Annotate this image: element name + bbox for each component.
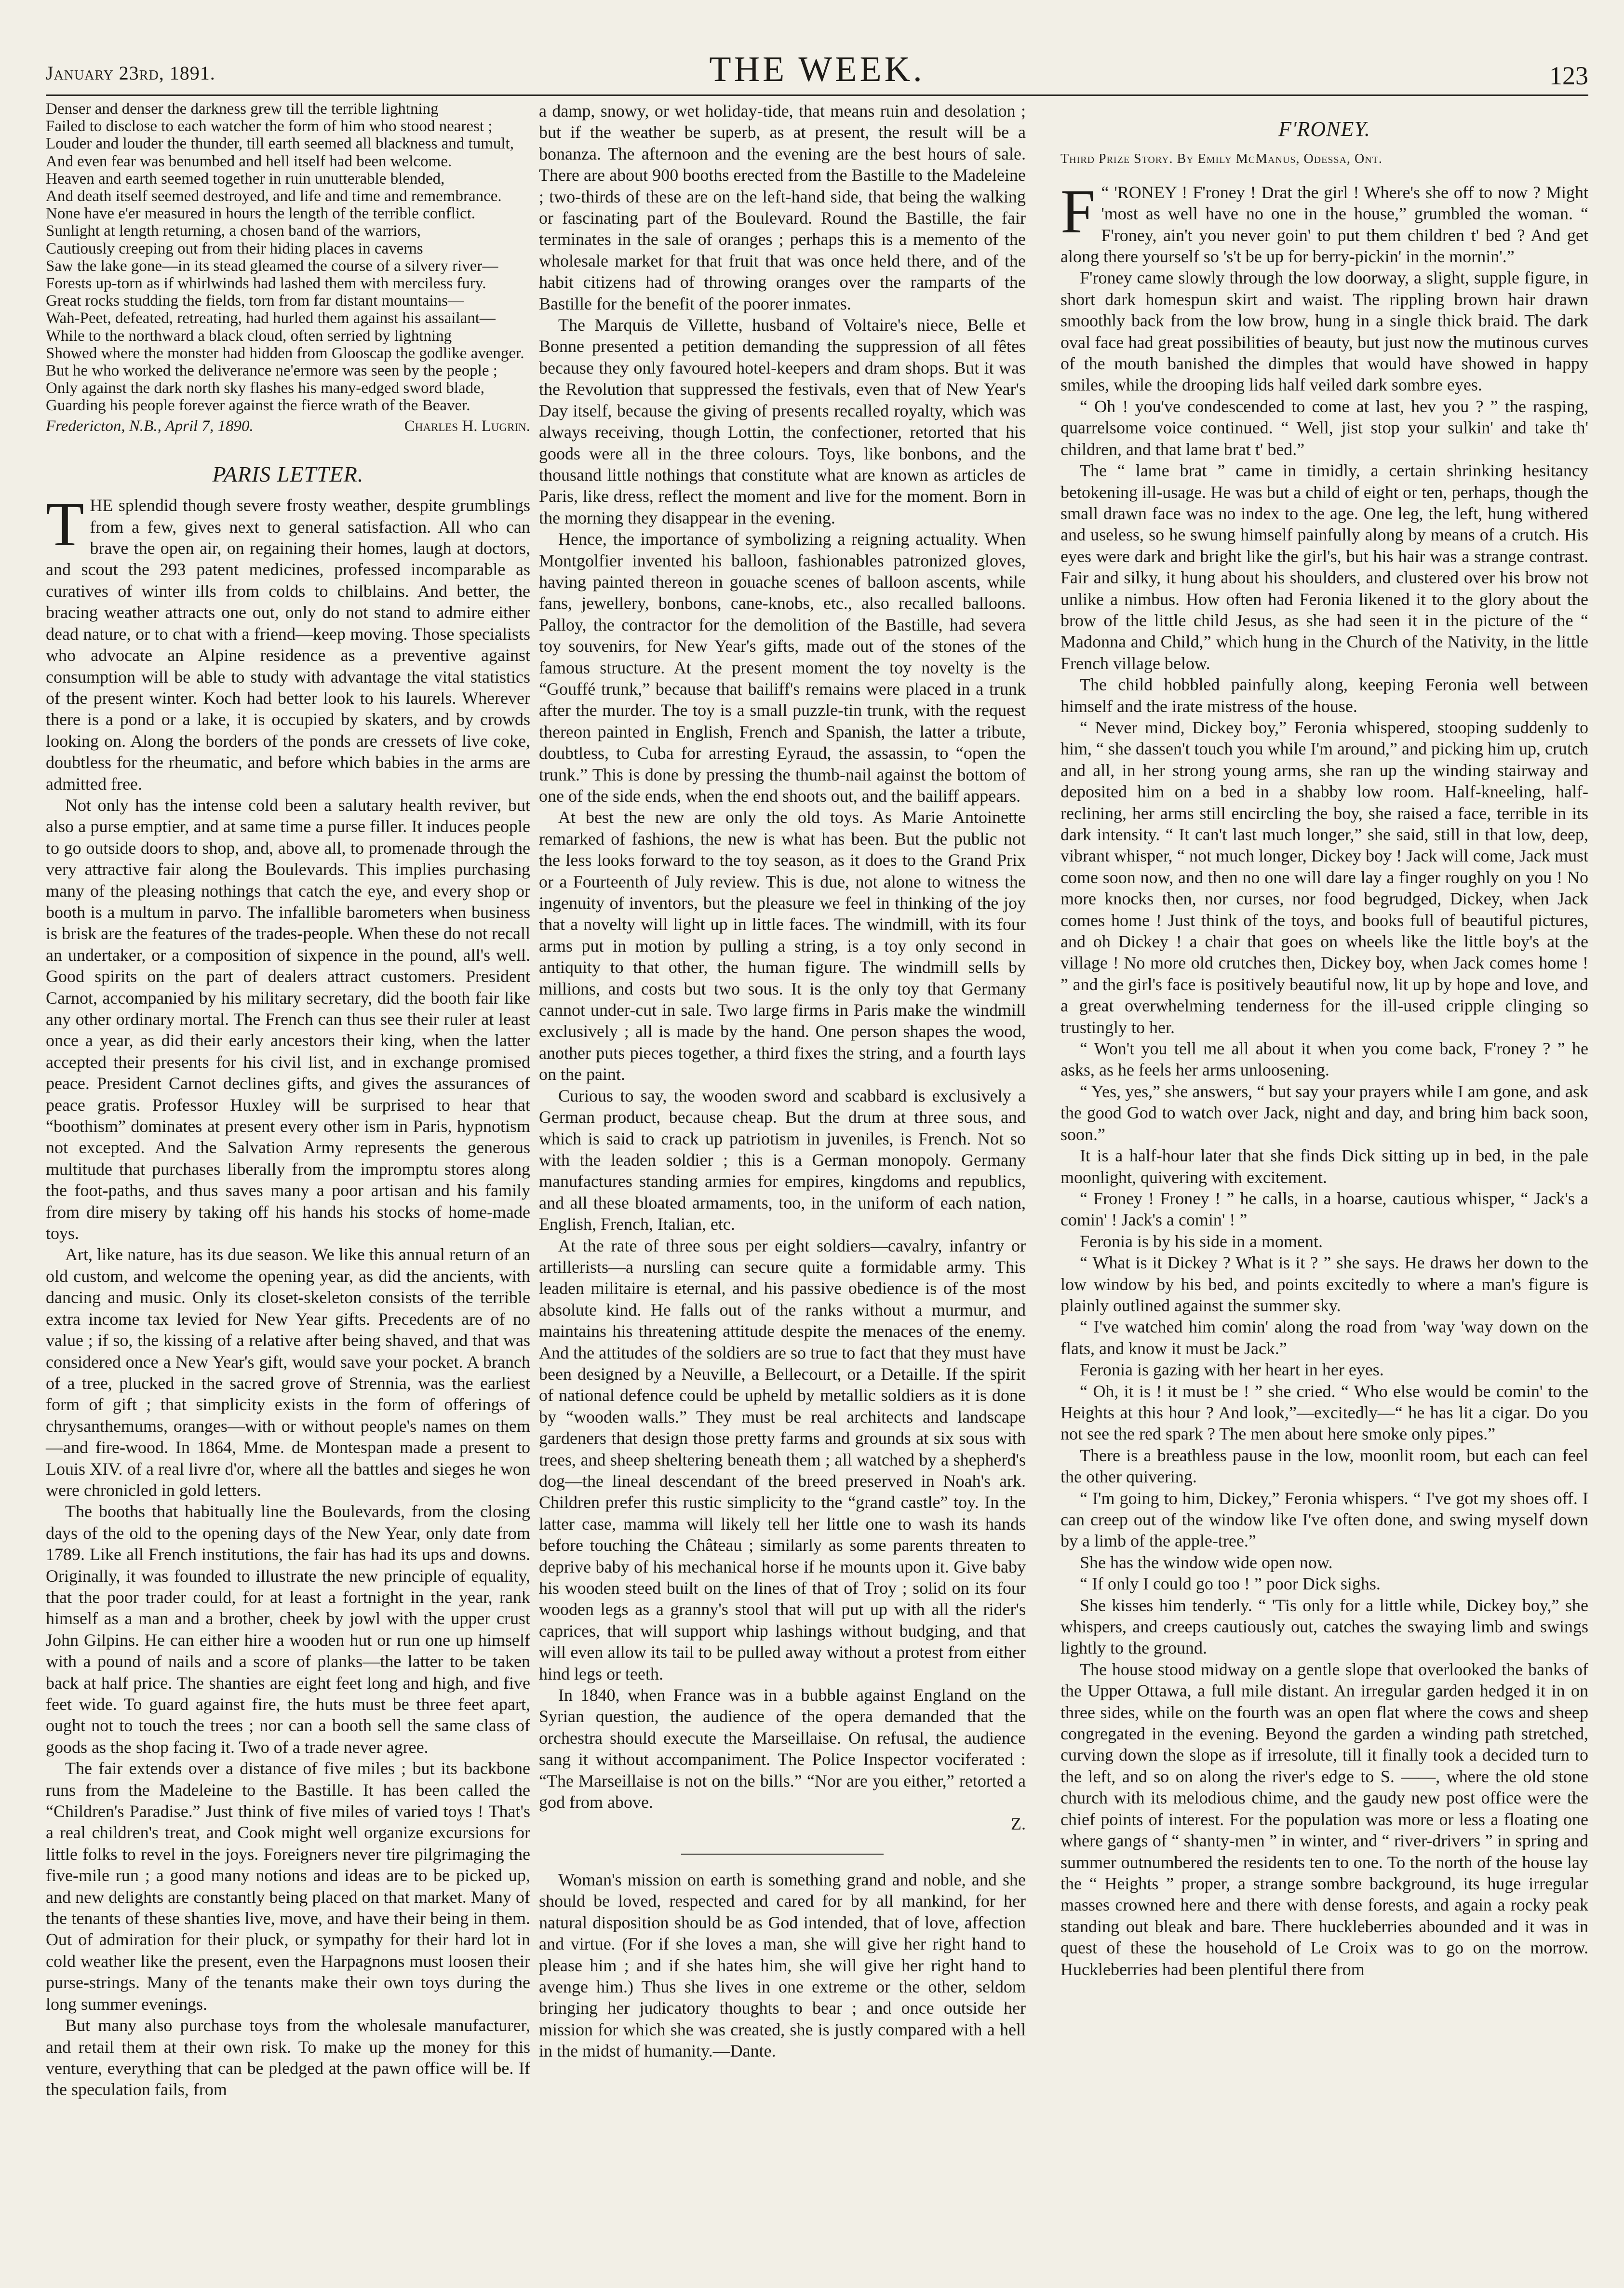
poem-line: Sunlight at length returning, a chosen band of the warriors, (46, 222, 421, 240)
poem-line: Great rocks studding the fields, torn from far distant mountains— (46, 292, 464, 310)
froney-paragraph: There is a breathless pause in the low, moonlit room, but each can feel the other quivering. (1060, 1445, 1588, 1487)
froney-paragraph: “ I've watched him comin' along the road from 'way 'way down on the flats, and know it must be Jack.” (1060, 1317, 1588, 1358)
froney-paragraph: The house stood midway on a gentle slope that overlooked the banks of the Upper Ottawa, a full mile distant. An irregular garden hedged it in on three sides, while on the fourth was an open flat where the cows and sheep congregated in the evening. Beyond the garden a winding path stretched, curving down the slope as if irresolute, till it finally took a decided turn to the left, and so on along the river's edge to S. ——, where the old stone church with its melodious chime, and the gaudy new post office were the chief points of interest. For the population was more or less a floating one where gangs of “ shanty-men ” in winter, and “ river-drivers ” in spring and summer outnumbered the residents ten to one. To the north of the house lay the “ Heights ” proper, a strange sombre background, its huge irregular masses crowned here and there with dense forests, and again a rocky peak standing out bleak and bare. There huckleberries abounded and it was in quest of these the household of Le Croix was to go on the morrow. Huckleberries had been plentiful there from (1060, 1659, 1588, 1979)
paris-dropcap: T (46, 490, 84, 560)
poem-place: Fredericton, N.B., April 7, 1890. (46, 417, 254, 435)
poem-line: Failed to disclose to each watcher the form of him who stood nearest ; (46, 118, 493, 135)
froney-paragraph: “ What is it Dickey ? What is it ? ” she says. He draws her down to the low window by his bed, and points excitedly to where a man's figure is plainly outlined against the summer sky. (1060, 1253, 1588, 1315)
froney-paragraph: “ Yes, yes,” she answers, “ but say your prayers while I am gone, and ask the good God to watch over Jack, night and day, and bring him back soon, soon.” (1060, 1081, 1588, 1144)
poem (46, 100, 530, 435)
poem-line: And even fear was benumbed and hell itself had been welcome. (46, 152, 452, 170)
page-header (46, 19, 1588, 106)
poem-line: And death itself seemed destroyed, and life and time and remembrance. (46, 188, 502, 205)
froney-paragraph: The “ lame brat ” came in timidly, a certain shrinking hesitancy betokening ill-usage. He was but a child of eight or ten, perhaps, though the small drawn face was no index to the age. One leg, the left, hung withered and useless, so he swung himself painfully along by means of a crutch. His eyes were dark and bright like the girl's, but his hair was a strange contrast. Fair and silky, it hung about his shoulders, and clustered over his brow not unlike a nimbus. How often had Feronia likened it to the glory about the brow of the little child Jesus, as she had seen it in the picture of the “ Madonna and Child,” which hung in the Church of the Nativity, in the little French village below. (1060, 461, 1588, 673)
froney-paragraph: “ Froney ! Froney ! ” he calls, in a hoarse, cautious whisper, “ Jack's a comin' ! Jack's a comin' ! ” (1060, 1188, 1588, 1230)
paris-paragraph: a damp, snowy, or wet holiday-tide, that means ruin and desolation ; but if the weather be superb, as at present, the result will be a bonanza. The afternoon and the evening are the best hours of sale. There are about 900 booths erected from the Bastille to the Madeleine ; two-thirds of these are on the left-hand side, that being the walking or fascinating part of the Boulevard. Round the Bastille, the fair terminates in the sale of oranges ; perhaps this is a memento of the wholesale market for that fruit that was once held there, and of the habit citizens had of throwing oranges over the ramparts of the Bastille for the benefit of the poorer inmates. (539, 101, 1026, 313)
poem-line: Saw the lake gone—in its stead gleamed the course of a silvery river— (46, 257, 498, 275)
paris-paragraph: The booths that habitually line the Boulevards, from the closing days of the old to the opening days of the New Year, only date from 1789. Like all French institutions, the fair has had its ups and downs. Originally, it was founded to illustrate the new principle of equality, that the poor trader could, for at least a fortnight in the year, rank himself as a man and a brother, cheek by jowl with the upper crust John Gilpins. He can either hire a wooden hut or run one up himself with a pound of nails and a score of planks—the latter to be taken back at half price. The shanties are eight feet long and high, and five feet wide. To guard against fire, the huts must be three feet apart, ought not to touch the trees ; nor can a booth sell the same class of goods as the shop facing it. Two of a trade never agree. (46, 1502, 530, 1757)
paris-paragraph: But many also purchase toys from the wholesale manufacturer, and retail them at their own risk. To make up the money for this venture, everything that can be pledged at the pawn office will be. If the speculation fails, from (46, 2016, 530, 2100)
froney-first-paragraph: F “ 'RONEY ! F'roney ! Drat the girl ! Where's she off to now ? Might 'most as well have no one in the house,” grumbled the woman. “ F'roney, ain't you never goin' to put them children t' bed ? And get along there yourself so 's't be up for berry-pickin' in the mornin'.” (1060, 176, 1588, 267)
froney-paragraph: “ Won't you tell me all about it when you come back, F'roney ? ” he asks, as he feels her arms unloosening. (1060, 1039, 1588, 1080)
poem-line: While to the northward a black cloud, often serried by lightning (46, 327, 452, 345)
froney-paragraph: The child hobbled painfully along, keeping Feronia well between himself and the irate mistress of the house. (1060, 675, 1588, 716)
froney-paragraph: “ I'm going to him, Dickey,” Feronia whispers. “ I've got my shoes off. I can creep out of the window like I've often done, and swing myself down by a limb of the apple-tree.” (1060, 1488, 1588, 1551)
froney-byline: Third Prize Story. By Emily McManus, Odessa, Ont. (1060, 151, 1382, 167)
masthead-title: THE WEEK. (709, 50, 925, 89)
poem-line: Cautiously creeping out from their hiding places in caverns (46, 240, 423, 257)
paris-paragraph: Not only has the intense cold been a salutary health reviver, but also a purse emptier, and at same time a purse filler. It induces people to go outside doors to shop, and, above all, to promenade through the very attractive fair along the Boulevards. This implies purchasing many of the pleasing nothings that catch the eye, and every shop or booth is a multum in parvo. The infallible barometers when business is brisk are the features of the trades-people. When these do not recall an undertaker, or a composition of sixpence in the pound, all's well. Good spirits on the part of dealers attract customers. President Carnot, accompanied by his military secretary, did the booth fair like any other ordinary mortal. The French can thus see their ruler at least once a year, as did their early ancestors their king, when the latter accepted their presents for his civil list, and in exchange promised peace. President Carnot declines gifts, and gives the assurances of peace gratis. Professor Huxley will be surprised to hear that “boothism” dominates at present every other ism in Paris, hypnotism not excepted. And the Salvation Army represents the generous multitude that purchases liberally from the impromptu stores along the foot-paths, and thus saves many a poor artisan and his family from dire misery by taking off his hands his stocks of home-made toys. (46, 795, 530, 1243)
column-3 (1060, 100, 1588, 1980)
poem-author: Charles H. Lugrin. (404, 417, 530, 435)
section-divider (681, 1854, 884, 1855)
froney-paragraph: “ Never mind, Dickey boy,” Feronia whispered, stooping suddenly to him, “ she dassen't touch you while I'm around,” and picking him up, crutch and all, in her strong young arms, she ran up the winding stairway and deposited him on a bed in a shabby low room. Half-kneeling, half-reclining, her arms still encircling the boy, she raised a face, terrible in its dark intensity. “ It can't last much longer,” she said, still in that low, deep, vibrant whisper, “ not much longer, Dickey boy ! Jack will come, Jack must come soon now, and then no one will dare lay a finger roughly on you ! No more knocks then, nor curses, nor food begrudged, Dickey, when Jack comes home ! Just think of the toys, and books full of beautiful pictures, and oh Dickey ! a chair that goes on wheels like the little boy's at the village ! No more old crutches then, Dickey boy, when Jack comes home ! ” and the girl's face is positively beautiful now, lit up by hope and love, and a great overwhelming tenderness for the ill-used cripple clinging so trustingly to her. (1060, 717, 1588, 1037)
paris-paragraph: Curious to say, the wooden sword and scabbard is exclusively a German product, because cheap. But the drum at three sous, and which is said to crack up patriotism in juveniles, is French. Not so with the leaden soldier ; this is a German monopoly. Germany manufactures standing armies for empires, kingdoms and republics, and all these bloated armaments, too, in the uniform of each nation, English, French, Italian, etc. (539, 1086, 1026, 1234)
column-1 (46, 100, 530, 2100)
paris-paragraph: The Marquis de Villette, husband of Voltaire's niece, Belle et Bonne presented a petition demanding the suppression of all fêtes because they only favoured hotel-keepers and dram shops. But it was the Revolution that suppressed the festivals, even that of New Year's Day itself, because the giving of presents recalled royalty, which was always receiving, though Lottin, the confectioner, retorted that his goods were all in the three colours. Toys, like bonbons, and the thousand little nothings that constitute what are known as articles de Paris, like dress, reflect the moment and live for the moment. Born in the morning they disappear in the evening. (539, 315, 1026, 527)
poem-line: Forests up-torn as if whirlwinds had lashed them with merciless fury. (46, 275, 486, 293)
paris-paragraph: Art, like nature, has its due season. We like this annual return of an old custom, and welcome the opening year, as did the ancients, with dancing and music. Only its closet-skeleton consists of the terrible extra income tax levied for New Year gifts. Precedents are of no value ; if so, the kissing of a relative after being shaved, and that was considered once a New Year's gift, would save your pocket. A branch of a tree, plucked in the sacred grove of Strennia, was the earliest form of gift ; that simplicity exists in the form of offerings of chrysanthemums, oranges—with or without people's names on them—and fire-wood. In 1864, Mme. de Montespan made a present to Louis XIV. of a real livre d'or, where all the battles and sieges he won were chronicled in gold letters. (46, 1245, 530, 1500)
paris-paragraph: In 1840, when France was in a bubble against England on the Syrian question, the audience of the opera demanded that the orchestra should execute the Marseillaise. On refusal, the audience sang it without accompaniment. The Police Inspector vociferated : “The Marseillaise is not on the bills.” “Nor are you either,” retorted a god from above. (539, 1685, 1026, 1812)
poem-line: But he who worked the deliverance ne'ermore was seen by the people ; (46, 362, 497, 380)
froney-paragraph: She has the window wide open now. (1080, 1552, 1333, 1572)
poem-line: Only against the dark north sky flashes his many-edged sword blade, (46, 379, 485, 397)
froney-paragraph: “ If only I could go too ! ” poor Dick sighs. (1080, 1574, 1381, 1594)
poem-line: Louder and louder the thunder, till earth seemed all blackness and tumult, (46, 135, 514, 153)
froney-paragraph: She kisses him tenderly. “ 'Tis only for a little while, Dickey boy,” she whispers, and creeps cautiously out, catches the swaying limb and swings lightly to the ground. (1060, 1595, 1588, 1658)
issue-date: January 23rd, 1891. (46, 62, 215, 84)
paris-paragraph: The fair extends over a distance of five miles ; but its backbone runs from the Madeleine to the Bastille. It has been called the “Children's Paradise.” Just think of five miles of varied toys ! That's a real children's treat, and Cook might well organize excursions for little folks to revel in the joys. Foreigners never tire pilgrimaging the five-mile run ; a good many notions and ideas are to be picked up, and new delights are constantly being placed on that market. Many of the tenants of these shanties live, move, and have their being in them. Out of admiration for their pluck, or sympathy for their hard lot in cold weather like the present, even the Harpagnons must loosen their purse-strings. Many of the tenants make their own toys during the long summer evenings. (46, 1759, 530, 2014)
froney-dropcap: F (1060, 176, 1096, 246)
poem-line: None have e'er measured in hours the length of the terrible conflict. (46, 205, 476, 223)
froney-paragraph: “ Oh, it is ! it must be ! ” she cried. “ Who else would be comin' to the Heights at this hour ? And look,”—excitedly—“ he has lit a cigar. Do you not see the red spark ? The men about here smoke only pipes.” (1060, 1381, 1588, 1444)
froney-paragraph: Feronia is gazing with her heart in her eyes. (1080, 1360, 1384, 1380)
quote-paragraph: Woman's mission on earth is something grand and noble, and she should be loved, respected and cared for by all mankind, for her natural disposition should be as God intended, that of love, affection and virtue. (For if she loves a man, she will give her right hand to please him ; and if she hates him, she will give her right hand to avenge him.) Thus she lives in one extreme or the other, seldom bringing her judicatory thoughts to bear ; and once outside her mission for which she was created, she is justly compared with a hell in the midst of humanity.—Dante. (539, 1870, 1026, 2061)
froney-title: F'RONEY. (1278, 117, 1370, 141)
froney-paragraph: “ Oh ! you've condescended to come at last, hev you ? ” the rasping, quarrelsome voice continued. “ Well, jist stop your sulkin' and take th' children, and that lame brat t' bed.” (1060, 396, 1588, 459)
poem-signature (46, 417, 530, 435)
poem-line: Guarding his people forever against the fierce wrath of the Beaver. (46, 397, 470, 415)
froney-paragraph: It is a half-hour later that she finds Dick sitting up in bed, in the pale moonlight, quivering with excitement. (1060, 1146, 1588, 1187)
poem-line: Wah-Peet, defeated, retreating, had hurled them against his assailant— (46, 310, 496, 327)
page-number: 123 (1549, 61, 1588, 90)
header-rule (46, 94, 1588, 96)
poem-line: Denser and denser the darkness grew till the terrible lightning (46, 100, 439, 118)
paris-paragraph: At the rate of three sous per eight soldiers—cavalry, infantry or artillerists—a nursling can secure quite a formidable army. This leaden militaire is eternal, and his passive obedience is of the most absolute kind. He falls out of the ranks without a murmur, and maintains his threatening attitude despite the menaces of the enemy. And the attitudes of the soldiers are so true to fact that they must have been designed by a Neuville, a Bellecourt, or a Detaille. If the spirit of national defence could be upheld by metallic soldiers as it is done by “wooden walls.” They must be real architects and landscape gardeners that design those pretty farms and grounds at six sous with trees, and sheep sheltering beneath them ; all watched by a shepherd's dog—the lineal descendant of the breed preserved in Noah's ark. Children prefer this rustic simplicity to the “grand castle” toy. In the latter case, mamma will likely tell her little one to wash its hands before touching the Château ; similarly as some parents threaten to deprive baby of his mechanical horse if he mounts upon it. Give baby his wooden steed built on the lines of that of Troy ; solid on its four wooden legs as a granny's stool that will put up with all the rider's caprices, that will support whip lashings without budging, and that will even allow its tail to be pulled away without a protest from either hind legs or teeth. (539, 1236, 1026, 1683)
paris-signature: Z. (1011, 1814, 1026, 1833)
paris-first-paragraph: THE splendid though severe frosty weather, despite grumblings from a few, gives next to general satisfaction. All who can brave the open air, on regaining their homes, laugh at doctors, and scout the 293 patent medicines, professed incomparable as curatives of winter ills from colds to chilblains. And better, the bracing weather attracts one out, only do not stand to admire either dead nature, or to chat with a friend—keep moving. Those specialists who advocate an Alpine residence as a preventive against consumption will be able to study with advantage the vital statistics of the present winter. Koch had better look to his laurels. Wherever there is a pond or a lake, it is occupied by skaters, and by crowds looking on. Along the borders of the ponds are cressets of live coke, doubtless for the rheumatic, and before which babies in the arms are admitted free. (46, 490, 530, 794)
poem-line: Heaven and earth seemed together in ruin unutterable blended, (46, 170, 445, 188)
paris-paragraph: Hence, the importance of symbolizing a reigning actuality. When Montgolfier invented his balloon, fashionables patronized gloves, having painted thereon in gouache scenes of balloon ascents, while fans, jewellery, bonbons, cane-knobs, etc., also recalled balloons. Palloy, the contractor for the demolition of the Bastille, had severa toy souvenirs, for New Year's gifts, made out of the stones of the famous structure. At the present moment the toy novelty is the “Gouffé trunk,” because that bailiff's remains were placed in a trunk after the murder. The toy is a small puzzle-tin trunk, with the request thereon painted in English, French and Spanish, the latter a tribute, doubtless, to Cuba for arresting Eyraud, the assassin, to “open the trunk.” This is done by pressing the thumb-nail against the bottom of one of the side ends, when the end shoots out, and the bailiff appears. (539, 529, 1026, 806)
column-2 (539, 100, 1026, 2062)
paris-letter-title: PARIS LETTER. (212, 461, 364, 486)
froney-paragraph: F'roney came slowly through the low doorway, a slight, supple figure, in short dark homespun skirt and waist. The rippling brown hair drawn smoothly back from the low brow, hung in a single thick braid. The dark oval face had great possibilities of beauty, but just now the mutinous curves of the mouth banished the dimples that would have showed in happy smiles, while the drooping lids half veiled dark sombre eyes. (1060, 268, 1588, 395)
poem-line: Showed where the monster had hidden from Glooscap the godlike avenger. (46, 344, 524, 362)
paris-paragraph: At best the new are only the old toys. As Marie Antoinette remarked of fashions, the new is what has been. But the public not the less looks forward to the toy season, as it does to the Grand Prix or a Fourteenth of July review. This is due, not alone to witness the ingenuity of inventors, but the pleasure we feel in thinking of the joy that a novelty will light up in little faces. The windmill, with its four arms put in motion by pulling a string, is a toy only second in antiquity to that other, the human figure. The windmill sells by millions, and costs but two sous. It is the only toy that Germany cannot under-cut in sale. Two large firms in Paris make the windmill exclusively ; all is made by the hand. One person shapes the wood, another puts pieces together, a third fixes the string, and a fourth lays on the paint. (539, 808, 1026, 1084)
froney-paragraph: Feronia is by his side in a moment. (1080, 1231, 1323, 1251)
